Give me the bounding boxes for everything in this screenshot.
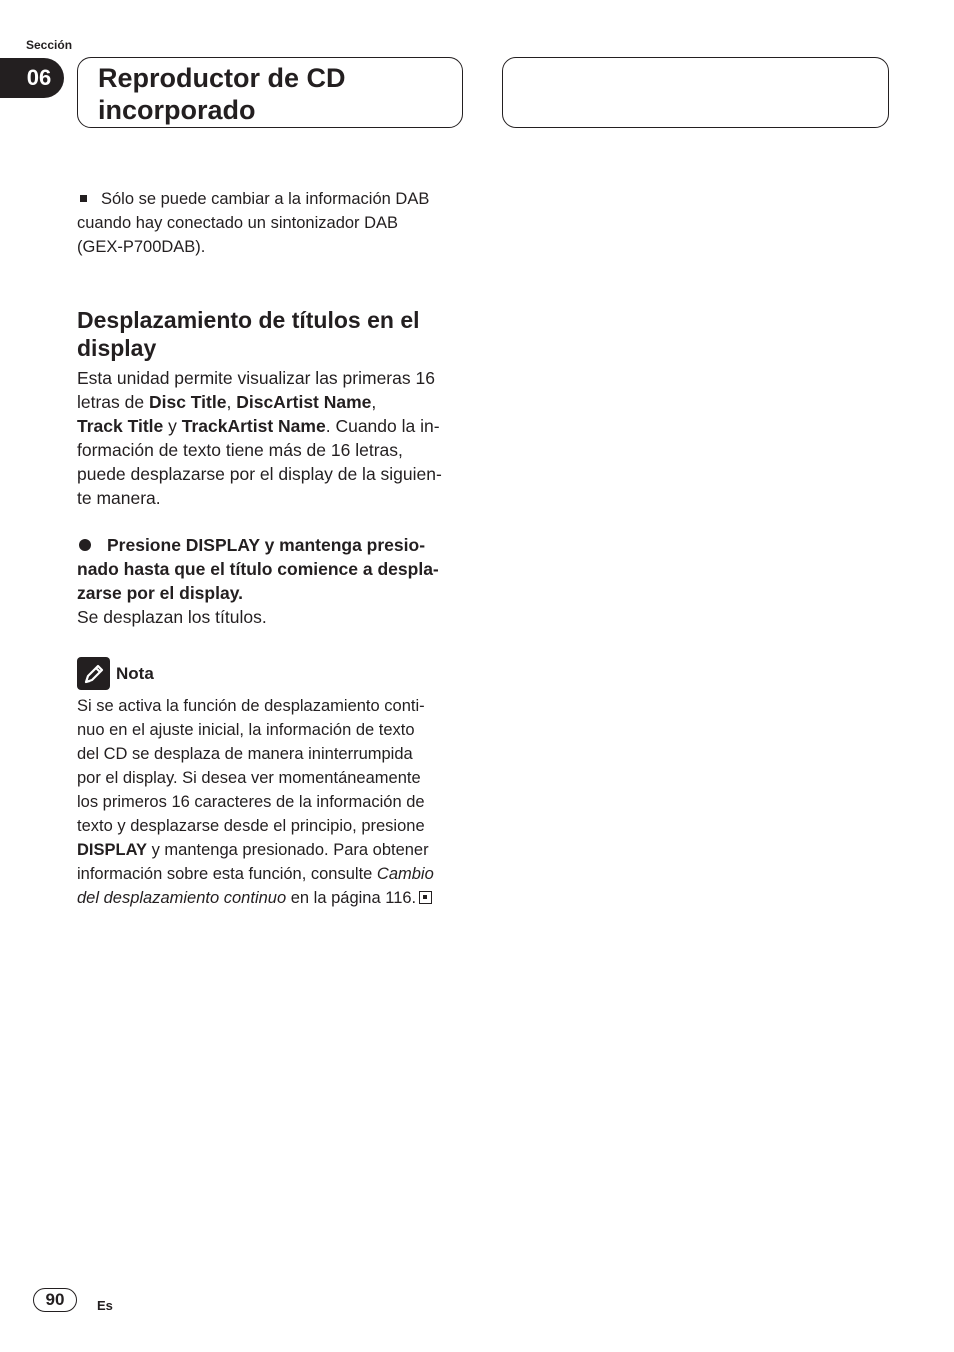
note-body (77, 694, 467, 910)
note-line: nuo en el ajuste inicial, la información de texto (77, 721, 415, 739)
dab-note-line: (GEX-P700DAB). (77, 238, 206, 256)
paragraph-line: Esta unidad permite visualizar las primeras 16 (77, 368, 435, 388)
section-label: Sección (26, 38, 73, 52)
section-heading (77, 306, 467, 362)
dab-note-line: Sólo se puede cambiar a la información DAB (101, 190, 430, 208)
paragraph-line: formación de texto tiene más de 16 letras, (77, 440, 403, 460)
term-display: DISPLAY (77, 841, 147, 859)
cross-reference: del desplazamiento continuo (77, 889, 287, 907)
paragraph-line: Track Title y TrackArtist Name. Cuando la in- (77, 416, 440, 436)
paragraph-line: letras de Disc Title, DiscArtist Name, (77, 392, 377, 412)
note-line: DISPLAY y mantenga presionado. Para obtener (77, 841, 429, 859)
step-bullet-icon (79, 539, 91, 551)
section-number-tab: 06 (0, 58, 64, 98)
section-paragraph (77, 366, 467, 510)
term-disc-title: Disc Title (148, 392, 227, 412)
note-line: texto y desplazarse desde el principio, presione (77, 817, 425, 835)
note-line: del desplazamiento continuo en la página 116. (77, 886, 467, 910)
note-line: del CD se desplaza de manera ininterrumpida (77, 745, 413, 763)
square-bullet-icon (80, 195, 87, 202)
note-header (77, 657, 154, 690)
section-heading-line2: display (77, 335, 157, 361)
note-line: por el display. Si desea ver momentáneamente (77, 769, 421, 787)
header-empty-box (502, 57, 889, 128)
dab-note (77, 187, 467, 259)
instruction-step (77, 533, 467, 629)
pencil-icon (77, 657, 110, 690)
cross-reference: Cambio (376, 865, 434, 883)
dab-note-line: cuando hay conectado un sintonizador DAB (77, 214, 399, 232)
paragraph-line: te manera. (77, 488, 161, 508)
term-track-title: Track Title (77, 416, 164, 436)
language-code: Es (97, 1298, 113, 1313)
term-discartist-name: DiscArtist Name (236, 392, 372, 412)
chapter-title (98, 62, 462, 126)
chapter-title-line2: incorporado (98, 95, 256, 125)
chapter-title-box (77, 57, 463, 128)
section-heading-line1: Desplazamiento de títulos en el (77, 307, 420, 333)
note-line: Si se activa la función de desplazamiento conti- (77, 697, 425, 715)
step-result: Se desplazan los títulos. (77, 607, 267, 627)
note-line: los primeros 16 caracteres de la información de (77, 793, 425, 811)
paragraph-line: puede desplazarse por el display de la siguien- (77, 464, 442, 484)
note-label: Nota (116, 663, 154, 683)
note-line: información sobre esta función, consulte Cambio (77, 865, 434, 883)
end-mark-icon (419, 891, 432, 904)
step-line: nado hasta que el título comience a despla- (77, 559, 439, 579)
step-line: Presione DISPLAY y mantenga presio- (107, 535, 426, 555)
term-trackartist-name: TrackArtist Name (181, 416, 326, 436)
chapter-title-line1: Reproductor de CD (98, 63, 346, 93)
page-number: 90 (33, 1288, 77, 1312)
step-line: zarse por el display. (77, 583, 243, 603)
